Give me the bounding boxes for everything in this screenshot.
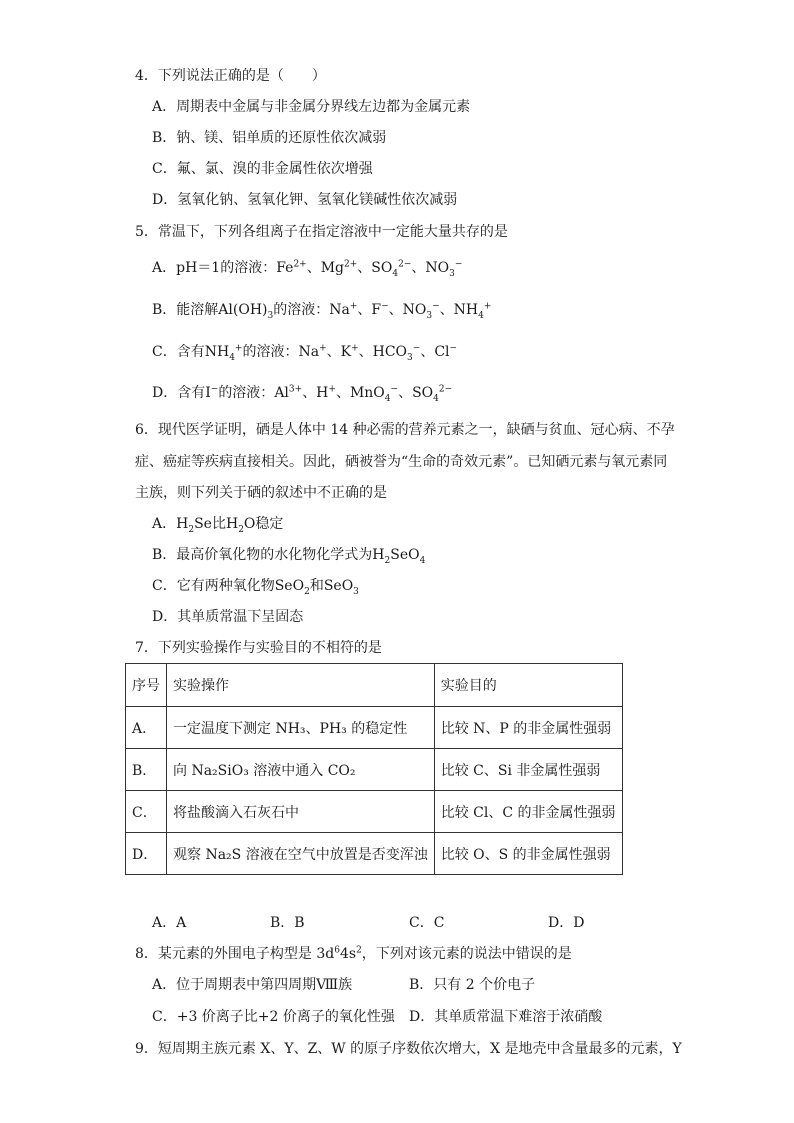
option-text: 和 <box>309 578 324 594</box>
question-5-option-b <box>152 300 491 320</box>
row-number: C． <box>126 791 167 833</box>
row-goal: 比较 C、Si 非金属性强弱 <box>434 749 622 791</box>
question-4-option-c: C．氟、氯、溴的非金属性依次增强 <box>152 161 373 177</box>
question-4-option-b: B．钠、镁、铝单质的还原性依次减弱 <box>152 130 387 146</box>
ammonium-ion: $NH_4^+$ <box>204 343 243 363</box>
row-operation: 将盐酸滴入石灰石中 <box>167 791 435 833</box>
option-text: B．最高价氧化物的水化物化学式为 <box>152 547 373 563</box>
question-5-option-a <box>152 258 462 278</box>
question-6-stem-line-3: 主族，则下列关于硒的叙述中不正确的是 <box>135 485 387 501</box>
experiment-table <box>125 663 623 875</box>
ph-condition: pH＝1 <box>176 260 221 276</box>
question-8-stem: 8．某元素的外围电子构型是 $3d^64s^2$，下列对该元素的说法中错误的是 <box>135 945 572 962</box>
question-6-stem-line-2: 症、癌症等疾病直接相关。因此，硒被誉为“生命的奇效元素”。已知硒元素与氧元素同 <box>135 454 668 470</box>
option-text: C．它有两种氧化物 <box>152 578 275 594</box>
option-label: B．能溶解 <box>152 302 219 318</box>
question-7-stem: 7．下列实验操作与实验目的不相符的是 <box>135 640 382 656</box>
question-7-choice-a: A．A <box>152 915 187 931</box>
ion-list: $Fe^{2+}$、$Mg^{2+}$、$SO_4^{2-}$、$NO_3^-$ <box>276 259 463 279</box>
option-label: A． <box>152 260 177 276</box>
stem-text: 8．某元素的外围电子构型是 3d <box>135 946 335 962</box>
question-6-option-d: D．其单质常温下呈固态 <box>152 609 304 625</box>
row-goal: 比较 N、P 的非金属性强弱 <box>434 707 622 749</box>
row-operation: 向 Na₂SiO₃ 溶液中通入 CO₂ <box>167 749 435 791</box>
question-8-option-a: A．位于周期表中第四周期Ⅷ族 <box>152 977 353 993</box>
question-4-option-a: A．周期表中金属与非金属分界线左边都为金属元素 <box>152 99 471 115</box>
row-operation: 观察 Na₂S 溶液在空气中放置是否变浑浊 <box>167 833 435 875</box>
question-8-option-c: C．+3 价离子比+2 价离子的氧化性强 <box>152 1009 395 1025</box>
question-6-option-a <box>152 514 283 534</box>
question-7-choice-d: D．D <box>548 915 585 931</box>
iodide-ion: I− <box>205 384 219 401</box>
option-text: 比 <box>211 516 226 532</box>
question-7-choice-c: C．C <box>409 915 445 931</box>
row-number: D． <box>126 833 167 875</box>
header-operation: 实验操作 <box>167 664 435 707</box>
option-label: C．含有 <box>152 344 205 360</box>
option-label: D．含有 <box>152 385 206 401</box>
table-row <box>126 707 623 749</box>
question-4-stem: 4．下列说法正确的是（ ） <box>135 68 326 84</box>
row-operation: 一定温度下测定 NH₃、PH₃ 的稳定性 <box>167 707 435 749</box>
question-9-stem: 9．短周期主族元素 X、Y、Z、W 的原子序数依次增大，X 是地壳中含量最多的元素，Y <box>135 1041 682 1057</box>
row-number: A． <box>126 707 167 749</box>
question-7-choice-b: B．B <box>270 915 305 931</box>
question-8-option-d: D．其单质常温下难溶于浓硝酸 <box>409 1009 603 1025</box>
ion-list: Na+、K+、$HCO_3^-$、Cl− <box>298 343 458 363</box>
row-goal: 比较 O、S 的非金属性强弱 <box>434 833 622 875</box>
h2se-formula: $H_2Se$ <box>176 516 212 535</box>
question-5-option-c <box>152 342 457 362</box>
table-row <box>126 791 623 833</box>
option-label: A． <box>152 516 177 532</box>
table-header-row <box>126 664 623 707</box>
question-6-option-b <box>152 545 425 565</box>
header-number: 序号 <box>126 664 167 707</box>
stem-text: ，下列对该元素的说法中错误的是 <box>361 946 572 962</box>
header-goal: 实验目的 <box>434 664 622 707</box>
question-5-option-d <box>152 383 452 403</box>
h2o-formula: $H_2O$ <box>225 516 256 535</box>
table-row <box>126 833 623 875</box>
h2seo4-formula: $H_2SeO_4$ <box>372 547 426 566</box>
table-row <box>126 749 623 791</box>
row-goal: 比较 Cl、C 的非金属性强弱 <box>434 791 622 833</box>
option-text: 的溶液： <box>218 385 275 401</box>
question-4-option-d: D．氢氧化钠、氢氧化钾、氢氧化镁碱性依次减弱 <box>152 192 458 208</box>
option-text: 的溶液： <box>273 302 330 318</box>
ion-list: $Al^{3+}$、H+、MnO$_4$−、$SO_4^{2-}$ <box>274 384 453 404</box>
iodide-symbol: I <box>205 385 211 401</box>
option-text: 的溶液： <box>220 260 277 276</box>
seo3-formula: SeO$_3$ <box>323 578 359 597</box>
seo2-formula: SeO$_2$ <box>274 578 310 597</box>
option-text: 的溶液： <box>242 344 299 360</box>
option-text: 稳定 <box>255 516 284 532</box>
aluminum-hydroxide-formula: $Al(OH)_3$ <box>218 302 274 321</box>
question-5-stem: 5．常温下，下列各组离子在指定溶液中一定能大量共存的是 <box>135 224 508 240</box>
row-number: B． <box>126 749 167 791</box>
question-6-option-c <box>152 576 359 596</box>
question-6-stem-line-1: 6．现代医学证明，硒是人体中 14 种必需的营养元素之一，缺硒与贫血、冠心病、不孕 <box>135 422 675 438</box>
question-8-option-b: B．只有 2 个价电子 <box>409 977 536 993</box>
ion-list: Na+、F−、$NO_3^-$、$NH_4^+$ <box>329 301 492 321</box>
